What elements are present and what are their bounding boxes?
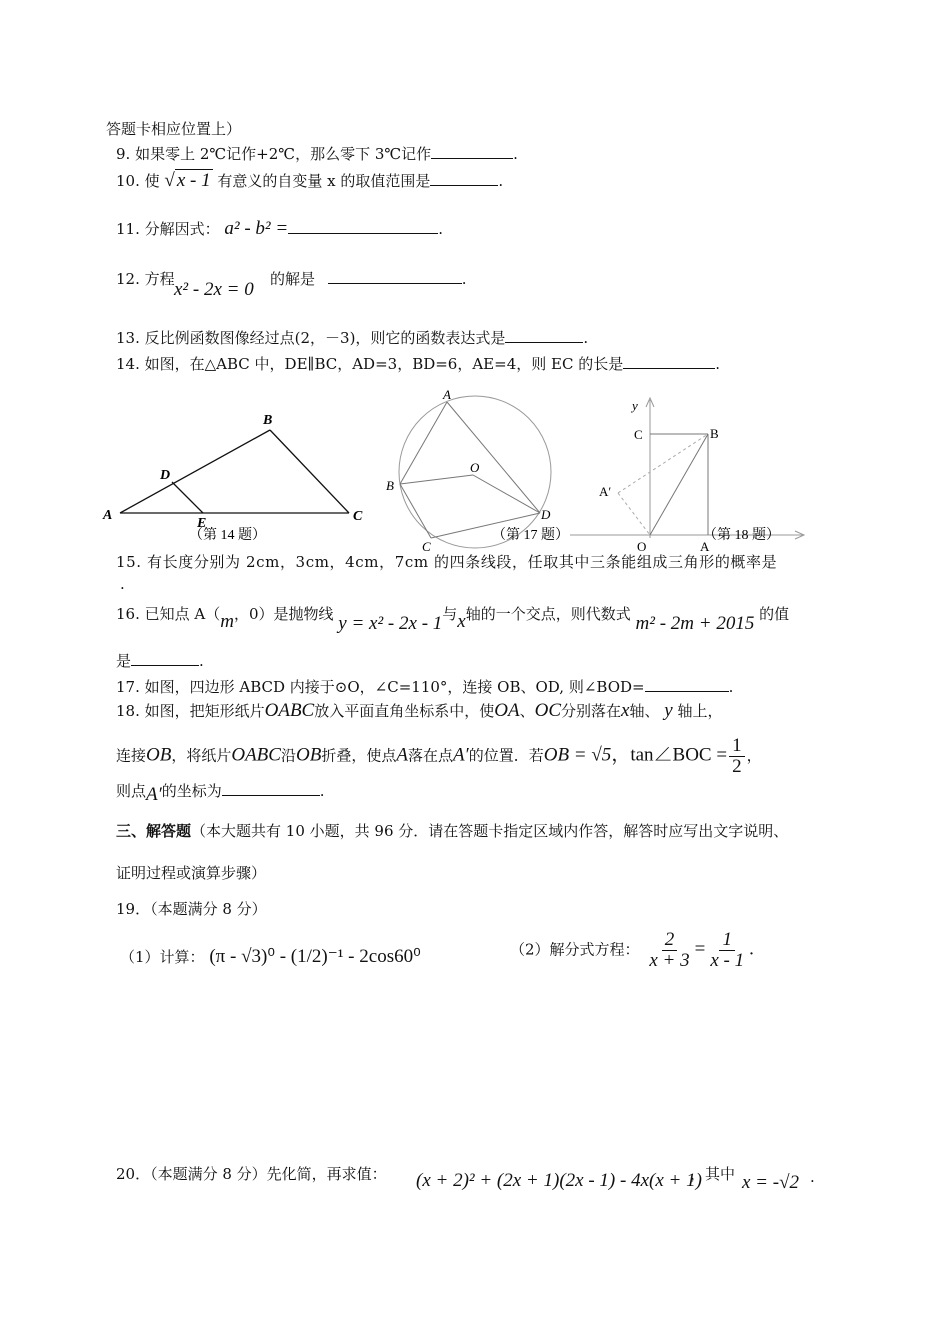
figure-18 [570,398,804,554]
q19-p2-den1: x + 3 [649,950,690,971]
section-3-title: 三、解答题 [116,822,192,840]
q16-pre: 16. 已知点 A（ [116,605,221,623]
q18-blank[interactable] [222,781,320,796]
question-18-line1 [116,700,722,722]
q9-end: . [513,145,518,163]
fig14-label-e: E [197,516,207,531]
q16-line2: 是 [116,652,132,670]
q18-l2-mid2: 沿 [280,746,296,765]
q12-expr: x² - 2x = 0 [174,279,254,300]
q16-parabola: y = x² - 2x - 1 [338,613,443,634]
q12-rest [270,268,467,289]
q16-m: m [220,611,234,632]
q12-blank[interactable] [328,269,462,284]
fig17-label-a: A [443,387,451,402]
q16-mid3: 轴的一个交点，则代数式 [465,605,631,623]
q16-mid2: 与 [442,605,458,623]
q13-end: . [583,329,589,347]
q20-mid: ，其中 [690,1165,736,1183]
q18-a-prime: A′ [452,744,469,766]
question-18-line2 [116,736,762,777]
q15-dot: . [120,575,125,593]
figure-14 [102,413,363,543]
q16-blank[interactable] [131,651,199,666]
q14-text: 14. 如图，在△ABC 中，DE∥BC，AD=3，BD=6，AE=4，则 EC 的长是 [116,355,624,373]
q19-p1-label: （1）计算： [120,948,205,966]
fig17-caption: （第 17 题） [492,528,569,543]
q18-l3-post: 的坐标为 [161,782,222,800]
fig17-label-c: C [422,539,431,554]
q16-x: x [457,611,466,632]
q10-sqrt-expr: √ x - 1 [164,170,211,191]
question-20: 20．（本题满分 8 分）先化简，再求值： [116,1165,387,1183]
q10-post: 有意义的自变量 x 的取值范围是 [217,172,431,190]
q19-p2-eq: = [694,938,706,960]
q18-l1-mid3: 轴、 [629,702,660,720]
header-tail: 答题卡相应位置上） [106,120,242,138]
question-16 [116,603,790,634]
q19-p2-frac2 [707,930,747,971]
q18-oa: OA [494,700,520,721]
q18-l1-mid: 放入平面直角坐标系中，使 [314,702,495,720]
q16-post: 的值 [759,605,790,623]
q20-val: x = -√2 [742,1172,800,1193]
q18-l2-mid3: 折叠，使点 [321,746,397,765]
q12-post: 的解是 [270,270,316,288]
q18-end: . [319,782,325,800]
section-3-desc: （本大题共有 10 小题，共 96 分．请在答题卡指定区域内作答，解答时应写出文字说明、 [191,822,789,840]
q18-l2-mid: ，将纸片 [171,746,232,765]
q17-text: 17. 如图，四边形 ABCD 内接于⊙O，∠C=110°，连接 OB、OD, 则∠BOD= [116,678,645,696]
q19-p2-end: . [749,938,754,960]
q20-expr: (x + 2)² + (2x + 1)(2x - 1) - 4x(x + 1) [416,1170,702,1191]
q19-p2-frac1 [646,930,692,971]
q20-end: . [810,1168,815,1186]
q18-sep: 、 [519,702,535,720]
question-10 [116,170,503,192]
fig18-label-a: A [700,539,710,554]
q18-tan: ，tan∠BOC = [611,744,728,766]
section-3-header [116,820,788,841]
q18-oc: OC [534,700,561,721]
q19-part2 [510,930,754,971]
q17-end: . [728,678,734,696]
question-14 [116,353,720,374]
q18-a: A [396,744,408,766]
fig17-label-b: B [386,478,394,493]
figure-17 [386,387,569,554]
q11-end: . [438,220,443,238]
fig14-label-b: B [263,413,273,428]
fig17-label-o: O [470,460,480,475]
q19-p2-label: （2）解分式方程： [510,940,640,959]
fig18-label-c: C [634,427,643,442]
q9-blank[interactable] [431,144,513,159]
fig18-caption: （第 18 题） [703,528,780,543]
q19-p1-expr: (π - √3)⁰ - (1/2)⁻¹ - 2cos60⁰ [209,946,421,967]
question-11 [116,218,443,240]
question-15: 15. 有长度分别为 2cm，3cm，4cm，7cm 的四条线段，任取其中三条能组成三角形的概率是 [116,553,778,571]
q16-expr: m² - 2m + 2015 [635,613,755,634]
question-12 [116,268,175,289]
q10-blank[interactable] [430,171,498,186]
fig18-label-o: O [637,539,647,554]
q18-l1-mid2: 分别落在 [561,702,622,720]
question-13 [116,327,588,348]
fig18-label-b: B [710,426,719,441]
q10-end: . [498,172,504,190]
q18-oabc: OABC [264,700,315,721]
fig17-label-d: D [541,507,551,522]
q18-a-prime-2: A′ [146,784,162,805]
q18-ob: OB [146,744,172,766]
q19-p2-num2: 1 [719,930,735,951]
q18-frac-num: 1 [729,736,745,757]
q18-ob-eq: OB = √5 [543,744,612,766]
q13-blank[interactable] [505,328,583,343]
question-17 [116,676,733,697]
q10-pre: 10. 使 [116,172,160,190]
q13-text: 13. 反比例函数图像经过点(2，－3)，则它的函数表达式是 [116,329,506,347]
q12-pre: 12. 方程 [116,270,175,288]
q18-l3-pre: 则点 [116,782,147,800]
q12-end: . [461,270,467,288]
q11-pre: 11. 分解因式： [116,220,220,238]
fig14-label-a: A [103,508,113,523]
q18-l1-end: 轴上， [677,702,723,720]
figures-svg [0,380,950,555]
q18-x: x [621,700,630,721]
q14-blank[interactable] [623,354,715,369]
q16-end: . [199,652,204,670]
q18-l1-pre: 18. 如图，把矩形纸片 [116,702,265,720]
q18-y: y [664,700,673,721]
q18-l2-mid5: 的位置．若 [468,746,544,765]
fig18-label-a-prime: A′ [599,484,612,499]
q18-ob-2: OB [295,744,322,766]
question-18-line3 [116,780,325,805]
fig18-label-y: y [632,398,638,413]
q11-blank[interactable] [288,219,438,234]
q18-l2-end: ， [746,746,762,765]
fig14-label-c: C [353,509,363,524]
q14-end: . [715,355,720,373]
q19-part1 [120,945,421,968]
question-16-line2 [116,650,204,671]
q18-l2-mid4: 落在点 [407,746,453,765]
section-3-desc2: 证明过程或演算步骤） [116,864,267,882]
q17-blank[interactable] [645,677,729,692]
q19-p2-den2: x - 1 [710,950,745,971]
q18-fraction [729,736,745,777]
q19-p2-num1: 2 [662,930,678,951]
q9-text: 9. 如果零上 2℃记作+2℃，那么零下 3℃记作 [116,145,432,163]
q18-oabc-2: OABC [231,744,281,766]
q18-l2-pre: 连接 [116,746,147,765]
fig14-caption: （第 14 题） [189,528,266,543]
q16-mid1: ，0）是抛物线 [233,605,334,623]
q18-frac-den: 2 [732,756,742,777]
q11-expr: a² - b² = [224,218,289,239]
question-9 [116,143,518,164]
q19-title: 19．（本题满分 8 分） [116,900,267,918]
fig14-label-d: D [160,468,171,483]
